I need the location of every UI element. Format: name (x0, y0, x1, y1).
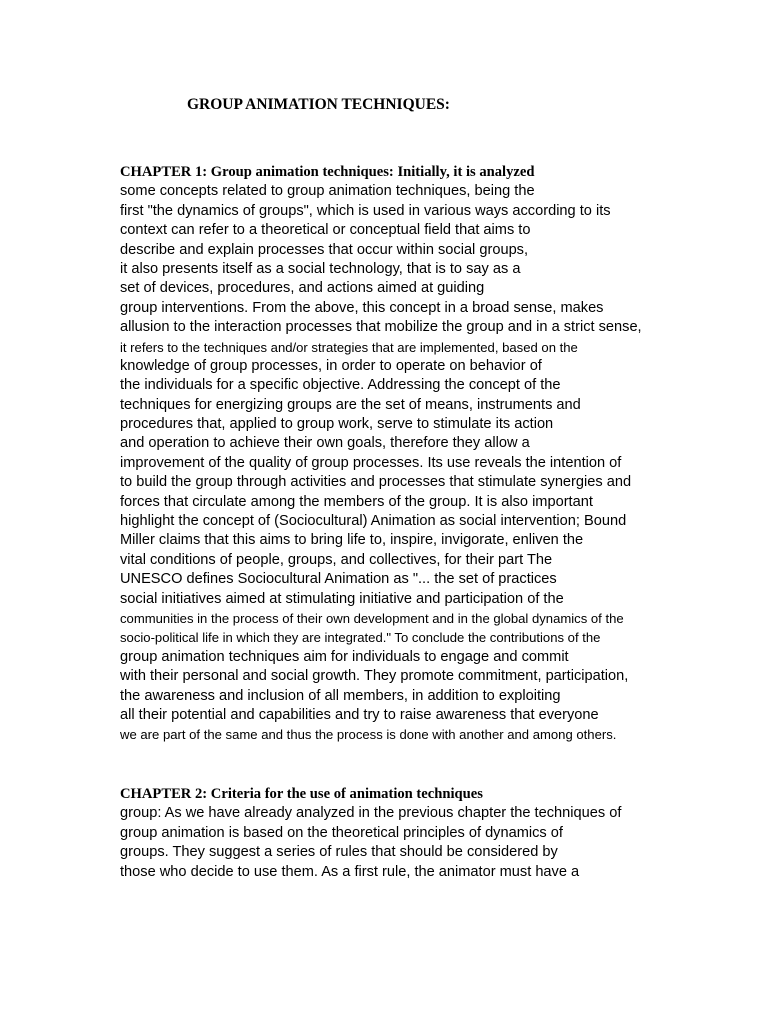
paragraph-line: with their personal and social growth. They promote commitment, participation, (120, 668, 629, 685)
chapter-1-section (120, 163, 760, 745)
paragraph-line: we are part of the same and thus the process is done with another and among others. (120, 727, 617, 743)
paragraph-line: all their potential and capabilities and try to raise awareness that everyone (120, 706, 599, 723)
paragraph-line: forces that circulate among the members of the group. It is also important (120, 493, 593, 510)
paragraph-line: procedures that, applied to group work, serve to stimulate its action (120, 416, 554, 433)
paragraph-line: set of devices, procedures, and actions aimed at guiding (120, 280, 485, 297)
paragraph-line: those who decide to use them. As a first rule, the animator must have a (120, 863, 580, 880)
chapter-2-heading: CHAPTER 2: Criteria for the use of animation techniques (120, 786, 483, 802)
paragraph-line: context can refer to a theoretical or conceptual field that aims to (120, 222, 531, 239)
paragraph-line: describe and explain processes that occur within social groups, (120, 241, 529, 258)
paragraph-line: to build the group through activities and processes that stimulate synergies and (120, 474, 632, 491)
paragraph-line: it also presents itself as a social technology, that is to say as a (120, 260, 521, 277)
paragraph-line: it refers to the techniques and/or strategies that are implemented, based on the (120, 339, 578, 355)
paragraph-line: group interventions. From the above, this concept in a broad sense, makes (120, 299, 604, 316)
paragraph-line: the awareness and inclusion of all members, in addition to exploiting (120, 687, 561, 704)
paragraph-line: social initiatives aimed at stimulating initiative and participation of the (120, 590, 564, 607)
paragraph-line: some concepts related to group animation techniques, being the (120, 183, 535, 200)
paragraph-line: and operation to achieve their own goals, therefore they allow a (120, 435, 530, 452)
paragraph-line: knowledge of group processes, in order to operate on behavior of (120, 357, 542, 374)
paragraph-line: groups. They suggest a series of rules that should be considered by (120, 844, 558, 861)
paragraph-line: vital conditions of people, groups, and collectives, for their part The (120, 551, 553, 568)
paragraph-line: Miller claims that this aims to bring life to, inspire, invigorate, enliven the (120, 532, 584, 549)
paragraph-line: highlight the concept of (Sociocultural) Animation as social intervention; Bound (120, 513, 627, 530)
paragraph-line: socio-political life in which they are integrated." To conclude the contributions of the (120, 630, 601, 646)
paragraph-line: group animation is based on the theoretical principles of dynamics of (120, 824, 563, 841)
paragraph-line: allusion to the interaction processes that mobilize the group and in a strict sense, (120, 319, 642, 336)
paragraph-line: improvement of the quality of group processes. Its use reveals the intention of (120, 454, 622, 471)
paragraph-line: communities in the process of their own development and in the global dynamics of the (120, 610, 624, 626)
paragraph-line: the individuals for a specific objective. Addressing the concept of the (120, 377, 561, 394)
paragraph-line: UNESCO defines Sociocultural Animation as "... the set of practices (120, 571, 557, 588)
paragraph-line: first "the dynamics of groups", which is used in various ways according to its (120, 202, 611, 219)
paragraph-line: group animation techniques aim for individuals to engage and commit (120, 648, 569, 665)
paragraph-line: group: As we have already analyzed in the previous chapter the techniques of (120, 805, 622, 822)
paragraph-line: techniques for energizing groups are the set of means, instruments and (120, 396, 581, 413)
document-title: GROUP ANIMATION TECHNIQUES: (187, 96, 450, 113)
chapter-2-section (120, 785, 760, 882)
chapter-1-heading: CHAPTER 1: Group animation techniques: Initially, it is analyzed (120, 164, 535, 180)
